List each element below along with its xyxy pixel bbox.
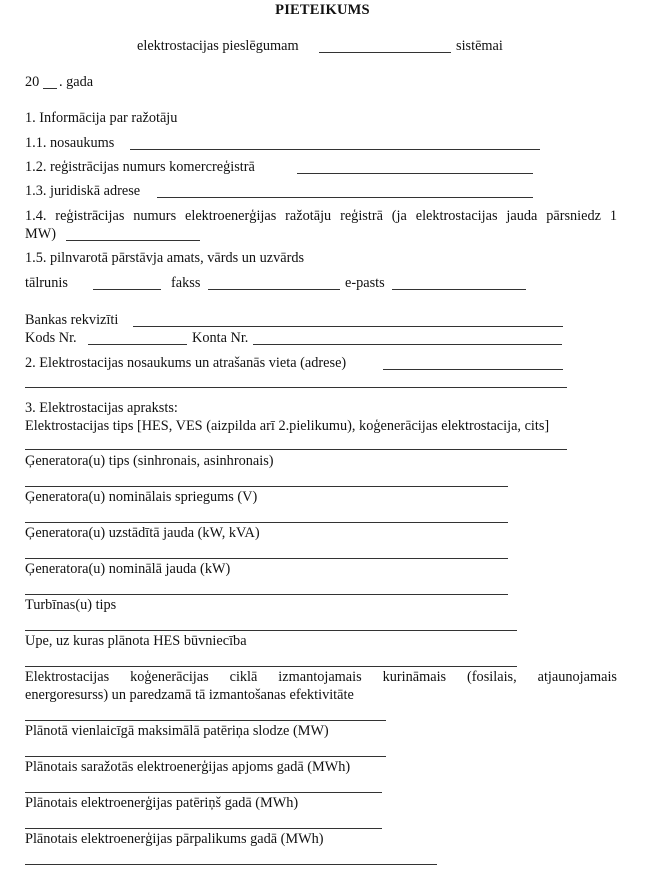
generator-installed-power-field[interactable] <box>25 558 508 559</box>
email-field[interactable] <box>392 289 526 290</box>
river-label: Upe, uz kuras plānota HES būvniecība <box>25 633 247 649</box>
name-label: 1.1. nosaukums <box>25 135 115 151</box>
year-field[interactable] <box>43 88 57 89</box>
energy-reg-field[interactable] <box>66 240 200 241</box>
energy-reg-label-cont: MW) <box>25 226 56 242</box>
section2-heading: 2. Elektrostacijas nosaukums un atrašanās vieta (adrese) <box>25 355 347 371</box>
reg-number-field[interactable] <box>297 173 533 174</box>
fax-label: fakss <box>171 275 201 291</box>
turbine-type-label: Turbīnas(u) tips <box>25 597 117 613</box>
fuel-field[interactable] <box>25 720 386 721</box>
annual-surplus-label: Plānotais elektroenerģijas pārpalikums gadā (MWh) <box>25 831 324 847</box>
generator-voltage-label: Ģeneratora(u) nominālais spriegums (V) <box>25 489 258 505</box>
annual-generation-label: Plānotais saražotās elektroenerģijas apjoms gadā (MWh) <box>25 759 351 775</box>
peak-load-label: Plānotā vienlaicīgā maksimālā patēriņa slodze (MW) <box>25 723 329 739</box>
reg-number-label: 1.2. reģistrācijas numurs komercreģistrā <box>25 159 255 175</box>
annual-consumption-label: Plānotais elektroenerģijas patēriņš gadā (MWh) <box>25 795 299 811</box>
subtitle-before: elektrostacijas pieslēgumam <box>137 38 299 54</box>
fuel-label-cont: energoresurss) un paredzamā tā izmantošanas efektivitāte <box>25 687 354 703</box>
generator-type-field[interactable] <box>25 486 508 487</box>
subtitle-after: sistēmai <box>456 38 503 54</box>
energy-reg-label: 1.4. reģistrācijas numurs elektroenerģijas ražotāju reģistrā (ja elektrostacijas jauda pārsniedz 1 <box>25 208 617 224</box>
code-field[interactable] <box>88 344 187 345</box>
name-field[interactable] <box>130 149 540 150</box>
section3-heading: 3. Elektrostacijas apraksts: <box>25 400 178 416</box>
email-label: e-pasts <box>345 275 385 291</box>
location-field[interactable] <box>383 369 563 370</box>
generator-type-label: Ģeneratora(u) tips (sinhronais, asinhronais) <box>25 453 274 469</box>
year-suffix: . gada <box>59 74 94 90</box>
representative-label: 1.5. pilnvarotā pārstāvja amats, vārds un uzvārds <box>25 250 305 266</box>
location-field-line2[interactable] <box>25 387 567 388</box>
plant-type-label: Elektrostacijas tips [HES, VES (aizpilda arī 2.pielikumu), koģenerācijas elektrostacija, cits] <box>25 418 550 434</box>
river-field[interactable] <box>25 666 517 667</box>
account-field[interactable] <box>253 344 562 345</box>
account-label: Konta Nr. <box>192 330 249 346</box>
generator-nominal-power-field[interactable] <box>25 594 508 595</box>
bank-label: Bankas rekvizīti <box>25 312 119 328</box>
form-title: PIETEIKUMS <box>275 2 370 18</box>
plant-type-field[interactable] <box>25 449 567 450</box>
phone-field[interactable] <box>93 289 161 290</box>
fuel-label: Elektrostacijas koģenerācijas ciklā izmantojamais kurināmais (fosilais, atjaunojamais <box>25 669 617 685</box>
annual-surplus-field[interactable] <box>25 864 437 865</box>
section1-heading: 1. Informācija par ražotāju <box>25 110 178 126</box>
code-label: Kods Nr. <box>25 330 77 346</box>
system-field[interactable] <box>319 52 451 53</box>
year-prefix: 20 <box>25 74 40 90</box>
turbine-type-field[interactable] <box>25 630 517 631</box>
annual-consumption-field[interactable] <box>25 828 382 829</box>
peak-load-field[interactable] <box>25 756 386 757</box>
annual-generation-field[interactable] <box>25 792 382 793</box>
generator-nominal-power-label: Ģeneratora(u) nominālā jauda (kW) <box>25 561 231 577</box>
address-field[interactable] <box>157 197 533 198</box>
phone-label: tālrunis <box>25 275 68 291</box>
bank-field[interactable] <box>133 326 563 327</box>
address-label: 1.3. juridiskā adrese <box>25 183 141 199</box>
generator-voltage-field[interactable] <box>25 522 508 523</box>
generator-installed-power-label: Ģeneratora(u) uzstādītā jauda (kW, kVA) <box>25 525 260 541</box>
fax-field[interactable] <box>208 289 340 290</box>
